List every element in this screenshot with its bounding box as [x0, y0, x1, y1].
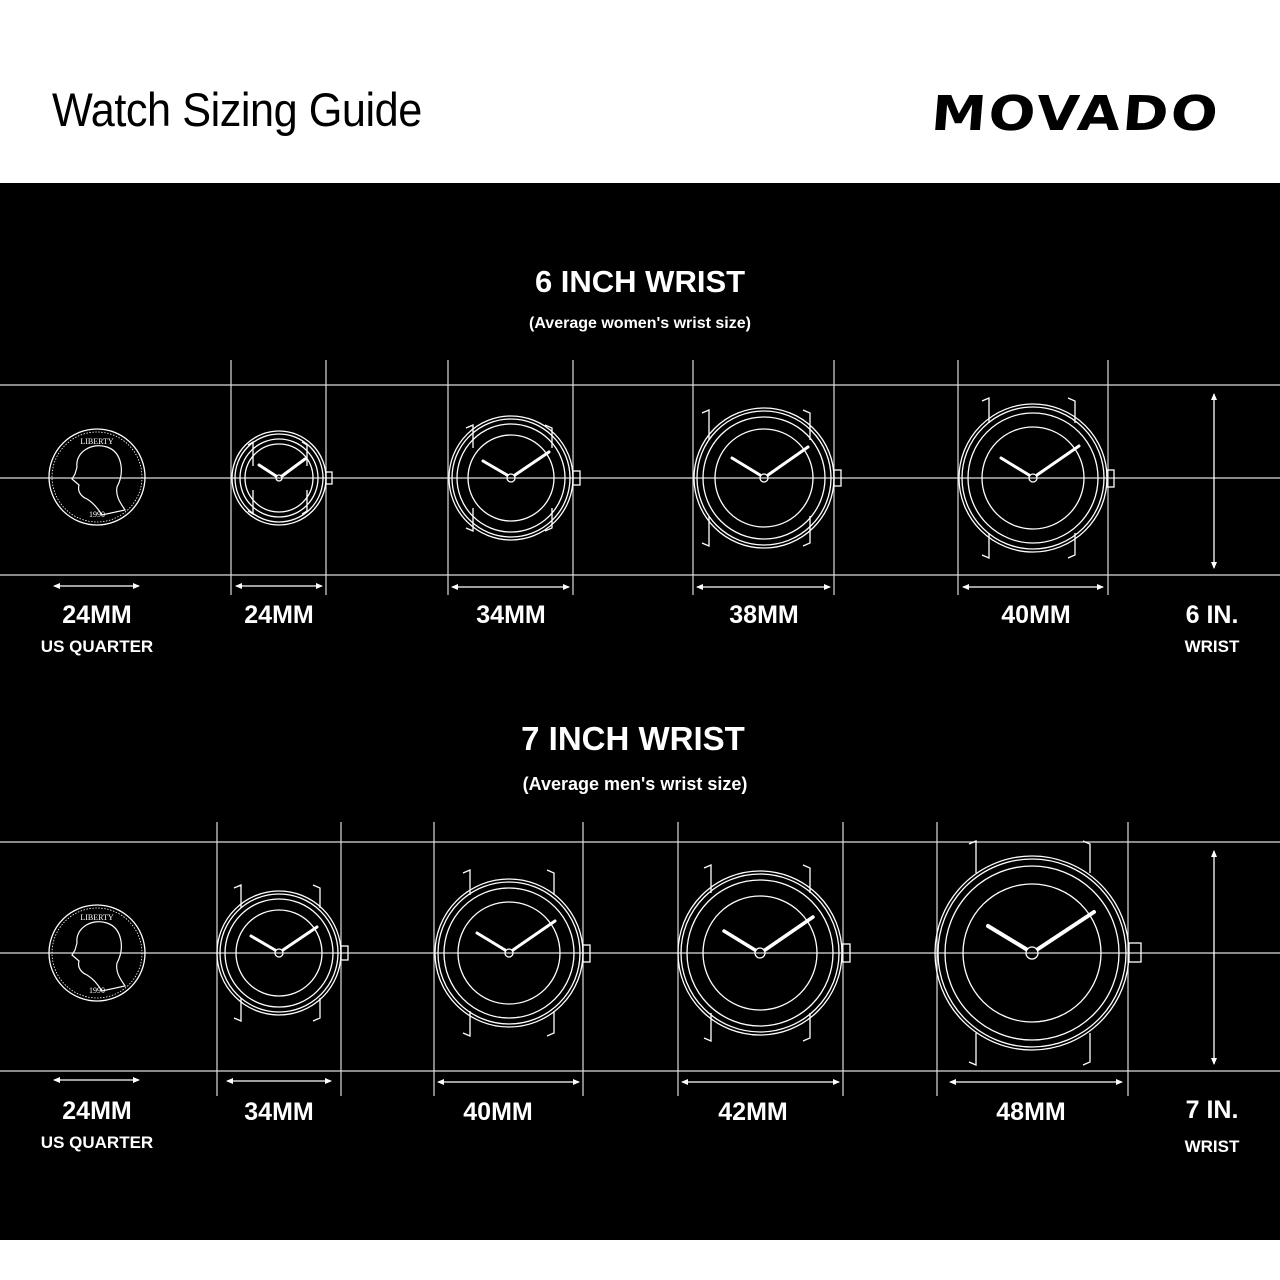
svg-text:LIBERTY: LIBERTY — [80, 913, 114, 922]
wrist-size-label: 6 IN. — [1185, 601, 1239, 629]
section-subheading: (Average men's wrist size) — [522, 774, 748, 794]
guide-lines — [0, 360, 1280, 595]
page-title: Watch Sizing Guide — [52, 83, 422, 136]
size-label: 24MM — [62, 1097, 132, 1125]
dimension-arrows — [54, 851, 1214, 1082]
size-label: 38MM — [729, 601, 799, 629]
wrist-caption: WRIST — [1184, 637, 1240, 656]
wrist-caption: WRIST — [1184, 1137, 1240, 1156]
size-labels — [41, 1096, 1240, 1156]
size-label: 40MM — [1001, 601, 1071, 629]
us-quarter-coin-icon — [49, 429, 145, 525]
size-caption: US QUARTER — [40, 1133, 154, 1152]
size-label: 34MM — [244, 1098, 314, 1126]
section-7-inch — [0, 720, 1280, 1156]
section-heading: 6 INCH WRIST — [534, 264, 746, 299]
size-label: 42MM — [718, 1098, 788, 1126]
size-label: 40MM — [463, 1098, 533, 1126]
guide-lines — [0, 822, 1280, 1096]
dimension-arrows — [54, 394, 1214, 587]
svg-text:1990: 1990 — [89, 986, 105, 995]
svg-text:LIBERTY: LIBERTY — [80, 437, 114, 446]
wrist-size-label: 7 IN. — [1185, 1096, 1239, 1124]
section-heading: 7 INCH WRIST — [521, 720, 745, 757]
size-label: 34MM — [476, 601, 546, 629]
size-caption: US QUARTER — [40, 637, 154, 656]
size-label: 24MM — [62, 601, 132, 629]
section-subheading: (Average women's wrist size) — [529, 315, 751, 332]
section-6-inch — [0, 264, 1280, 656]
size-label: 24MM — [244, 601, 314, 629]
svg-text:1990: 1990 — [89, 510, 105, 519]
size-label: 48MM — [996, 1098, 1066, 1126]
brand-logo: MOVADO — [929, 86, 1223, 142]
size-labels — [41, 601, 1240, 656]
